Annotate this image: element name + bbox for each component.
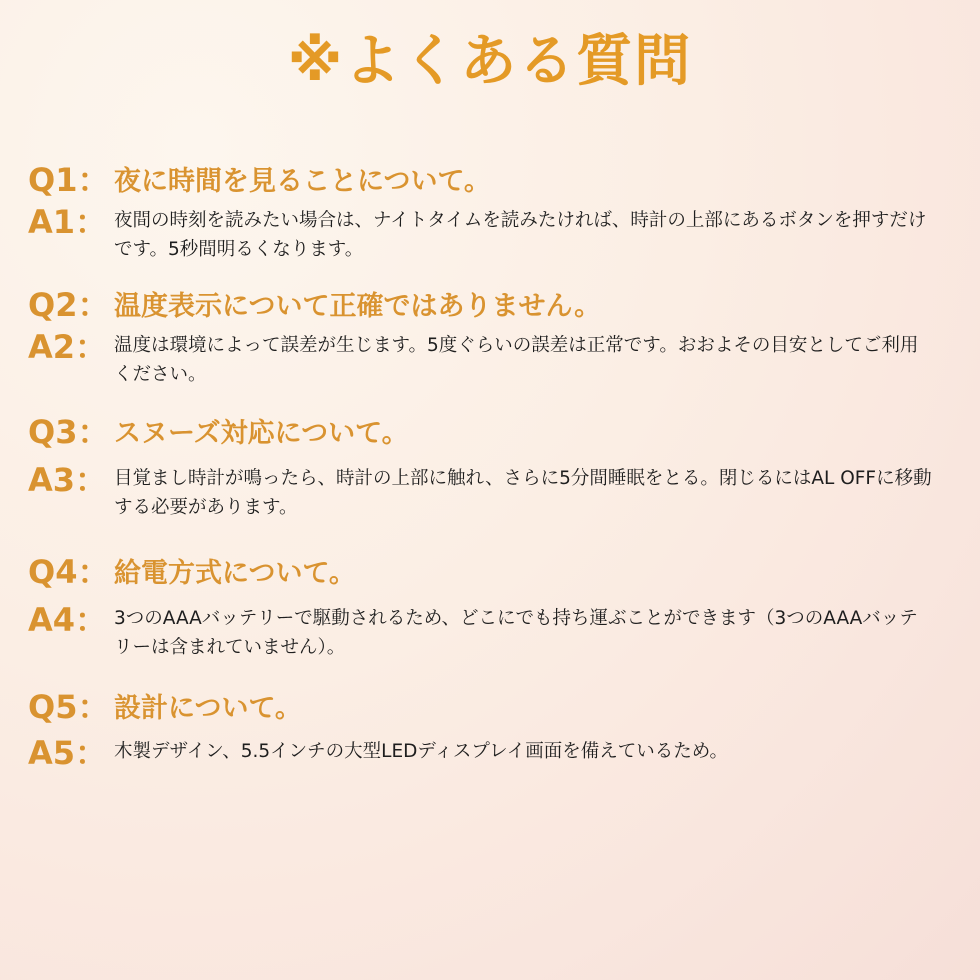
question-text: 温度表示について正確ではありません。 xyxy=(114,290,602,322)
faq-item-1 xyxy=(28,156,948,264)
answer-label: A4： xyxy=(28,601,108,639)
answer-label: A2： xyxy=(28,328,108,366)
question-text: スヌーズ対応について。 xyxy=(114,417,409,449)
question-label: Q5： xyxy=(28,688,110,726)
answer-row xyxy=(28,327,948,389)
question-text: 設計について。 xyxy=(114,692,302,724)
question-text: 給電方式について。 xyxy=(114,557,356,589)
question-label: Q2： xyxy=(28,286,110,324)
answer-label: A3： xyxy=(28,461,108,499)
question-label: Q3： xyxy=(28,413,110,451)
answer-text: 木製デザイン、5.5インチの大型LEDディスプレイ画面を備えているため。 xyxy=(114,741,729,762)
faq-item-5 xyxy=(28,683,948,773)
question-label: Q4： xyxy=(28,553,110,591)
faq-item-2 xyxy=(28,281,948,389)
answer-text: 夜間の時刻を読みたい場合は、ナイトタイムを読みたければ、時計の上部にあるボタンを押すだけです。5秒間明るくなります。 xyxy=(114,210,927,260)
answer-label: A1： xyxy=(28,203,108,241)
page-title: ※よくある質問 xyxy=(287,29,693,94)
question-row xyxy=(28,548,948,592)
question-row xyxy=(28,156,948,200)
faq-item-4 xyxy=(28,548,948,662)
question-row xyxy=(28,408,948,452)
answer-row xyxy=(28,460,948,522)
answer-text: 3つのAAAバッテリーで駆動されるため、どこにでも持ち運ぶことができます（3つのAAAバッテリーは含まれていません）。 xyxy=(114,608,918,658)
answer-text: 目覚まし時計が鳴ったら、時計の上部に触れ、さらに5分間睡眠をとる。閉じるにはAL OFFに移動する必要があります。 xyxy=(114,468,932,518)
faq-item-3 xyxy=(28,408,948,522)
answer-row xyxy=(28,600,948,662)
question-text: 夜に時間を見ることについて。 xyxy=(114,165,491,197)
question-label: Q1： xyxy=(28,161,110,199)
question-row xyxy=(28,683,948,727)
answer-row xyxy=(28,202,948,264)
question-row xyxy=(28,281,948,325)
answer-text: 温度は環境によって誤差が生じます。5度ぐらいの誤差は正常です。おおよその目安としてご利用ください。 xyxy=(114,335,919,385)
answer-row xyxy=(28,733,948,773)
answer-label: A5： xyxy=(28,734,108,772)
